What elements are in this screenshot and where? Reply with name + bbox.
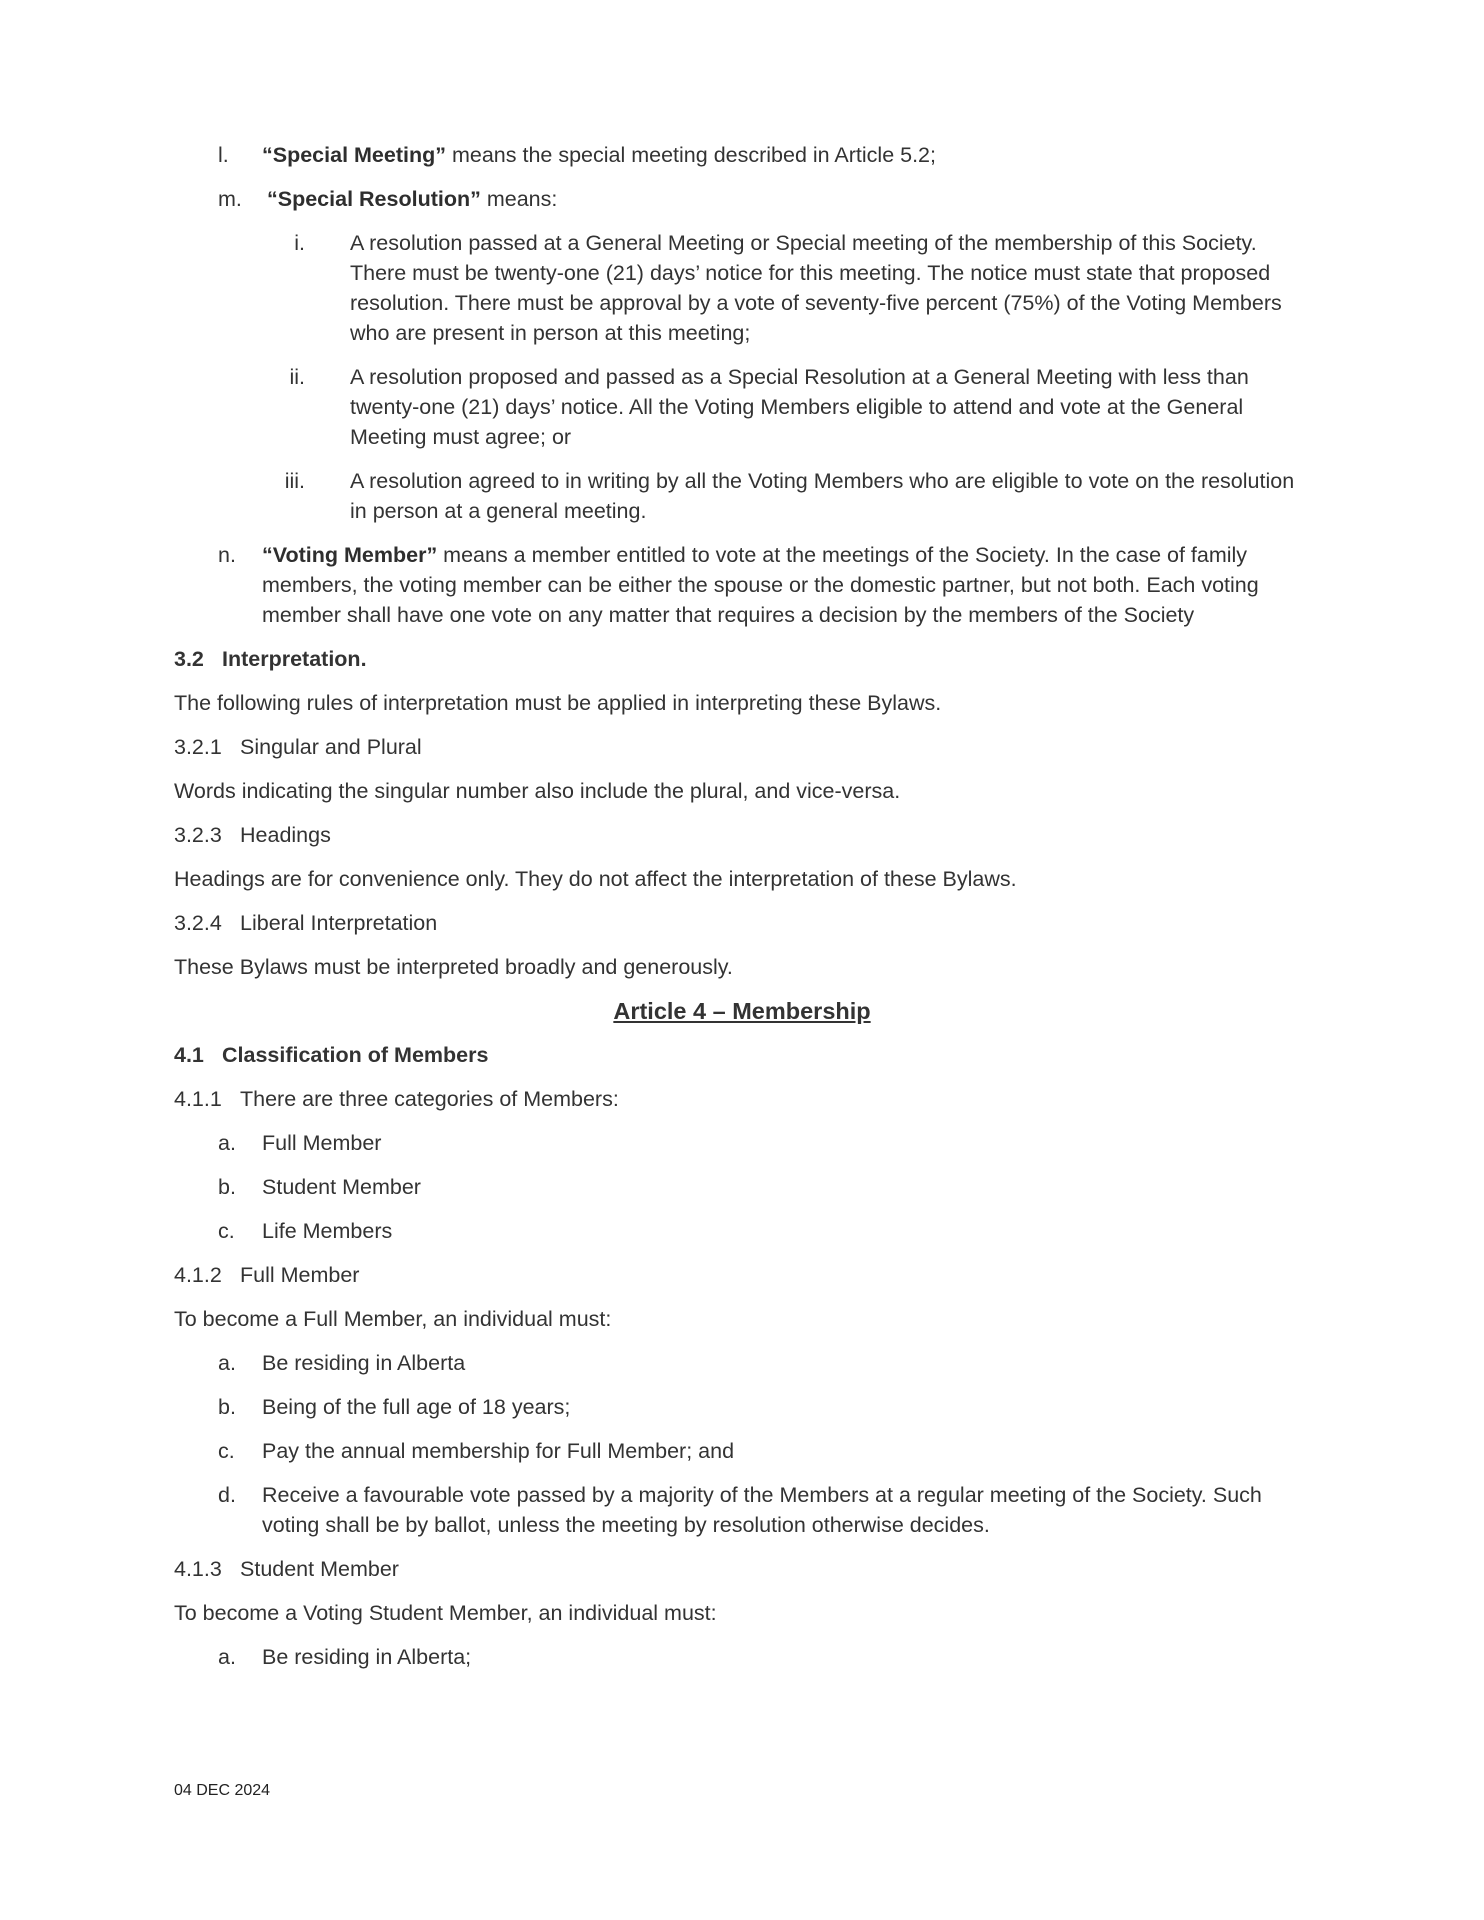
defined-term: “Special Meeting”: [262, 143, 446, 167]
subsection-4-1-2: 4.1.2 Full Member: [174, 1263, 360, 1287]
list-item-text: A resolution proposed and passed as a Special Resolution at a General Meeting with less than twenty-one (21) days’ notice. All the Voting Members eligible to attend and vote at the General Meeting must agree; or: [350, 365, 1249, 449]
subsection-3-2-3: 3.2.3 Headings: [174, 823, 331, 847]
definition-text: means a member entitled to vote at the meetings of the Society. In the case of family members, the voting member can be either the spouse or the domestic partner, but not both. Each voting member shall have one vote on any matter that requires a decision by the members of the Society: [262, 543, 1259, 627]
list-item: a. Full Member: [218, 1131, 382, 1155]
definition-text: means the special meeting described in Article 5.2;: [446, 143, 936, 167]
subsection-text: To become a Full Member, an individual must:: [174, 1307, 612, 1331]
subsection-text: Words indicating the singular number also include the plural, and vice-versa.: [174, 779, 901, 803]
special-resolution-item: [174, 228, 1310, 348]
list-item: a. Be residing in Alberta: [218, 1351, 466, 1375]
list-item: c. Life Members: [218, 1219, 393, 1243]
defined-term: “Voting Member”: [262, 543, 438, 567]
list-item: a. Be residing in Alberta;: [218, 1645, 472, 1669]
list-item: b. Student Member: [218, 1175, 421, 1199]
list-label: iii.: [284, 469, 305, 493]
list-item: c. Pay the annual membership for Full Member; and: [218, 1439, 735, 1463]
list-label: n.: [218, 543, 236, 567]
list-label: m.: [218, 187, 242, 211]
defined-term: “Special Resolution”: [267, 187, 481, 211]
subsection-text: Headings are for convenience only. They do not affect the interpretation of these Bylaws.: [174, 867, 1017, 891]
definition-text: means:: [480, 187, 558, 211]
footer-date: 04 DEC 2024: [174, 1782, 271, 1799]
subsection-4-1-1: 4.1.1 There are three categories of Members:: [174, 1087, 619, 1111]
list-label: ii.: [289, 365, 305, 389]
list-item: b. Being of the full age of 18 years;: [218, 1395, 571, 1419]
list-item-text: A resolution agreed to in writing by all the Voting Members who are eligible to vote on the resolution in person at a general meeting.: [350, 469, 1295, 523]
document-page: [174, 140, 1310, 1686]
definition-m: [174, 184, 1310, 214]
subsection-text: These Bylaws must be interpreted broadly and generously.: [174, 955, 733, 979]
special-resolution-item: [174, 362, 1310, 452]
subsection-text: To become a Voting Student Member, an individual must:: [174, 1601, 717, 1625]
article-title: Article 4 – Membership: [613, 998, 871, 1024]
special-resolution-item: [174, 466, 1310, 526]
list-item: d. Receive a favourable vote passed by a majority of the Members at a regular meeting of the Society. Such voting shall be by ballot, unless the meeting by resolution otherwise decides.: [218, 1483, 1262, 1537]
list-item-text: A resolution passed at a General Meeting or Special meeting of the membership of this Society. There must be twenty-one (21) days’ notice for this meeting. The notice must state that proposed resolution. There must be approval by a vote of seventy-five percent (75%) of the Voting Members who are present in person at this meeting;: [350, 231, 1282, 345]
subsection-4-1-3: 4.1.3 Student Member: [174, 1557, 399, 1581]
definition-l: [174, 140, 1310, 170]
subsection-3-2-1: 3.2.1 Singular and Plural: [174, 735, 422, 759]
list-label: l.: [218, 143, 229, 167]
section-heading-4-1: 4.1 Classification of Members: [174, 1043, 489, 1067]
subsection-3-2-4: 3.2.4 Liberal Interpretation: [174, 911, 438, 935]
list-label: i.: [294, 231, 305, 255]
section-intro: The following rules of interpretation must be applied in interpreting these Bylaws.: [174, 691, 942, 715]
definition-n: [174, 540, 1310, 630]
section-heading-3-2: 3.2 Interpretation.: [174, 647, 367, 671]
